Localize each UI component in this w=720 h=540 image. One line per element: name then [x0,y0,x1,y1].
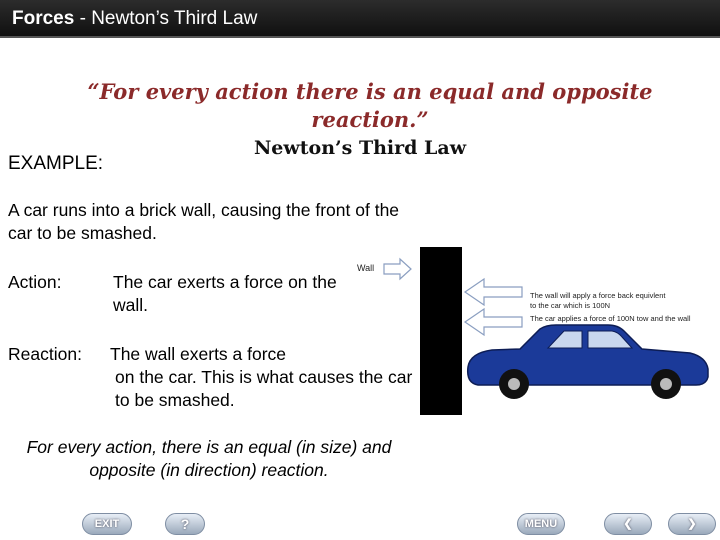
quote-line-2: reaction.” [311,107,429,132]
exit-button[interactable]: EXIT [82,513,132,535]
car-hubcap-rear [660,378,672,390]
title-bold: Forces [12,8,75,29]
wall [420,247,462,415]
help-button[interactable]: ? [165,513,205,535]
wall-force-arrow [465,279,522,305]
car-wall-diagram [350,245,720,420]
action-text: The car exerts a force on the wall. [113,272,337,315]
wall-label: Wall [357,263,375,273]
menu-button[interactable]: MENU [517,513,565,535]
car [468,325,708,399]
reaction-label: Reaction: [8,344,82,364]
quote-line-1: “For every action there is an equal and opposite [87,79,653,104]
wall-note: The wall will apply a force back equivlent to the car which is 100N [530,291,666,310]
law-quote [60,78,680,134]
back-button[interactable]: ❮ [604,513,652,535]
action-label: Action: [8,272,62,292]
law-name: Newton’s Third Law [253,137,467,159]
example-description: A car runs into a brick wall, causing the front of the car to be smashed. [8,200,400,243]
car-force-arrow [465,309,522,335]
car-note: The car applies a force of 100N tow and the wall [530,314,691,323]
wall-pointer-arrow [384,259,411,279]
reaction-text-line-1: The wall exerts a force [110,344,287,364]
car-hubcap-front [508,378,520,390]
next-button[interactable]: ❯ [668,513,716,535]
reaction-text-rest: on the car. This is what causes the car to be smashed. [115,367,413,410]
summary-statement: For every action, there is an equal (in size) and opposite (in direction) reaction. [26,437,392,480]
title-bar [0,0,720,38]
example-label: EXAMPLE: [8,153,104,174]
title-rest: - Newton’s Third Law [74,8,258,29]
